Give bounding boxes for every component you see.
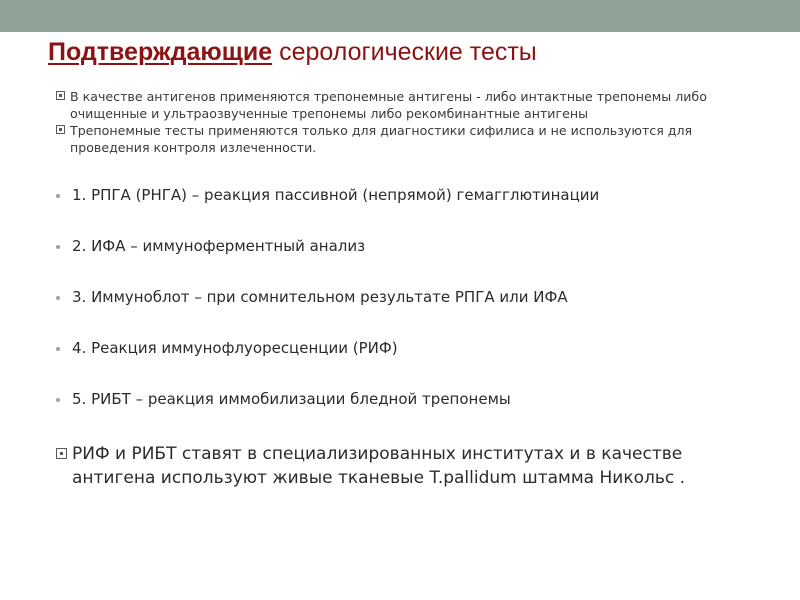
test-text: 5. РИБТ – реакция иммобилизации бледной трепонемы bbox=[72, 390, 511, 408]
test-text: 1. РПГА (РНГА) – реакция пассивной (непрямой) гемагглютинации bbox=[72, 186, 600, 204]
slide-title-rest: серологические тесты bbox=[272, 38, 537, 66]
note-text: В качестве антигенов применяются трепонемные антигены - либо интактные трепонемы либо очищенные и ультраозвученные трепонемы либо рекомбинантные антигены bbox=[70, 89, 707, 121]
note-item bbox=[56, 122, 746, 156]
checkbox-bullet-icon bbox=[56, 91, 65, 100]
bullet-dot-icon bbox=[56, 194, 60, 198]
tests-list bbox=[56, 186, 599, 441]
test-item bbox=[56, 390, 599, 441]
test-item bbox=[56, 339, 599, 390]
test-text: 3. Иммуноблот – при сомнительном результате РПГА или ИФА bbox=[72, 288, 568, 306]
test-item bbox=[56, 288, 599, 339]
checkbox-bullet-icon bbox=[56, 125, 65, 134]
note-item bbox=[56, 88, 746, 122]
note-text: Трепонемные тесты применяются только для диагностики сифилиса и не используются для проведения контроля излеченности. bbox=[70, 123, 693, 155]
bullet-dot-icon bbox=[56, 347, 60, 351]
slide-title bbox=[48, 38, 537, 67]
final-note-text: РИФ и РИБТ ставят в специализированных институтах и в качестве антигена используют живые тканевые T.pallidum штамма Никольс . bbox=[72, 444, 686, 488]
slide-title-underlined: Подтверждающие bbox=[48, 38, 273, 66]
bullet-dot-icon bbox=[56, 398, 60, 402]
final-note bbox=[56, 442, 756, 490]
checkbox-bullet-icon bbox=[56, 448, 67, 459]
bullet-dot-icon bbox=[56, 245, 60, 249]
test-text: 2. ИФА – иммуноферментный анализ bbox=[72, 237, 366, 255]
test-item bbox=[56, 237, 599, 288]
test-text: 4. Реакция иммунофлуоресценции (РИФ) bbox=[72, 339, 398, 357]
top-band bbox=[0, 0, 800, 32]
bullet-dot-icon bbox=[56, 296, 60, 300]
test-item bbox=[56, 186, 599, 237]
notes-list bbox=[56, 88, 746, 156]
